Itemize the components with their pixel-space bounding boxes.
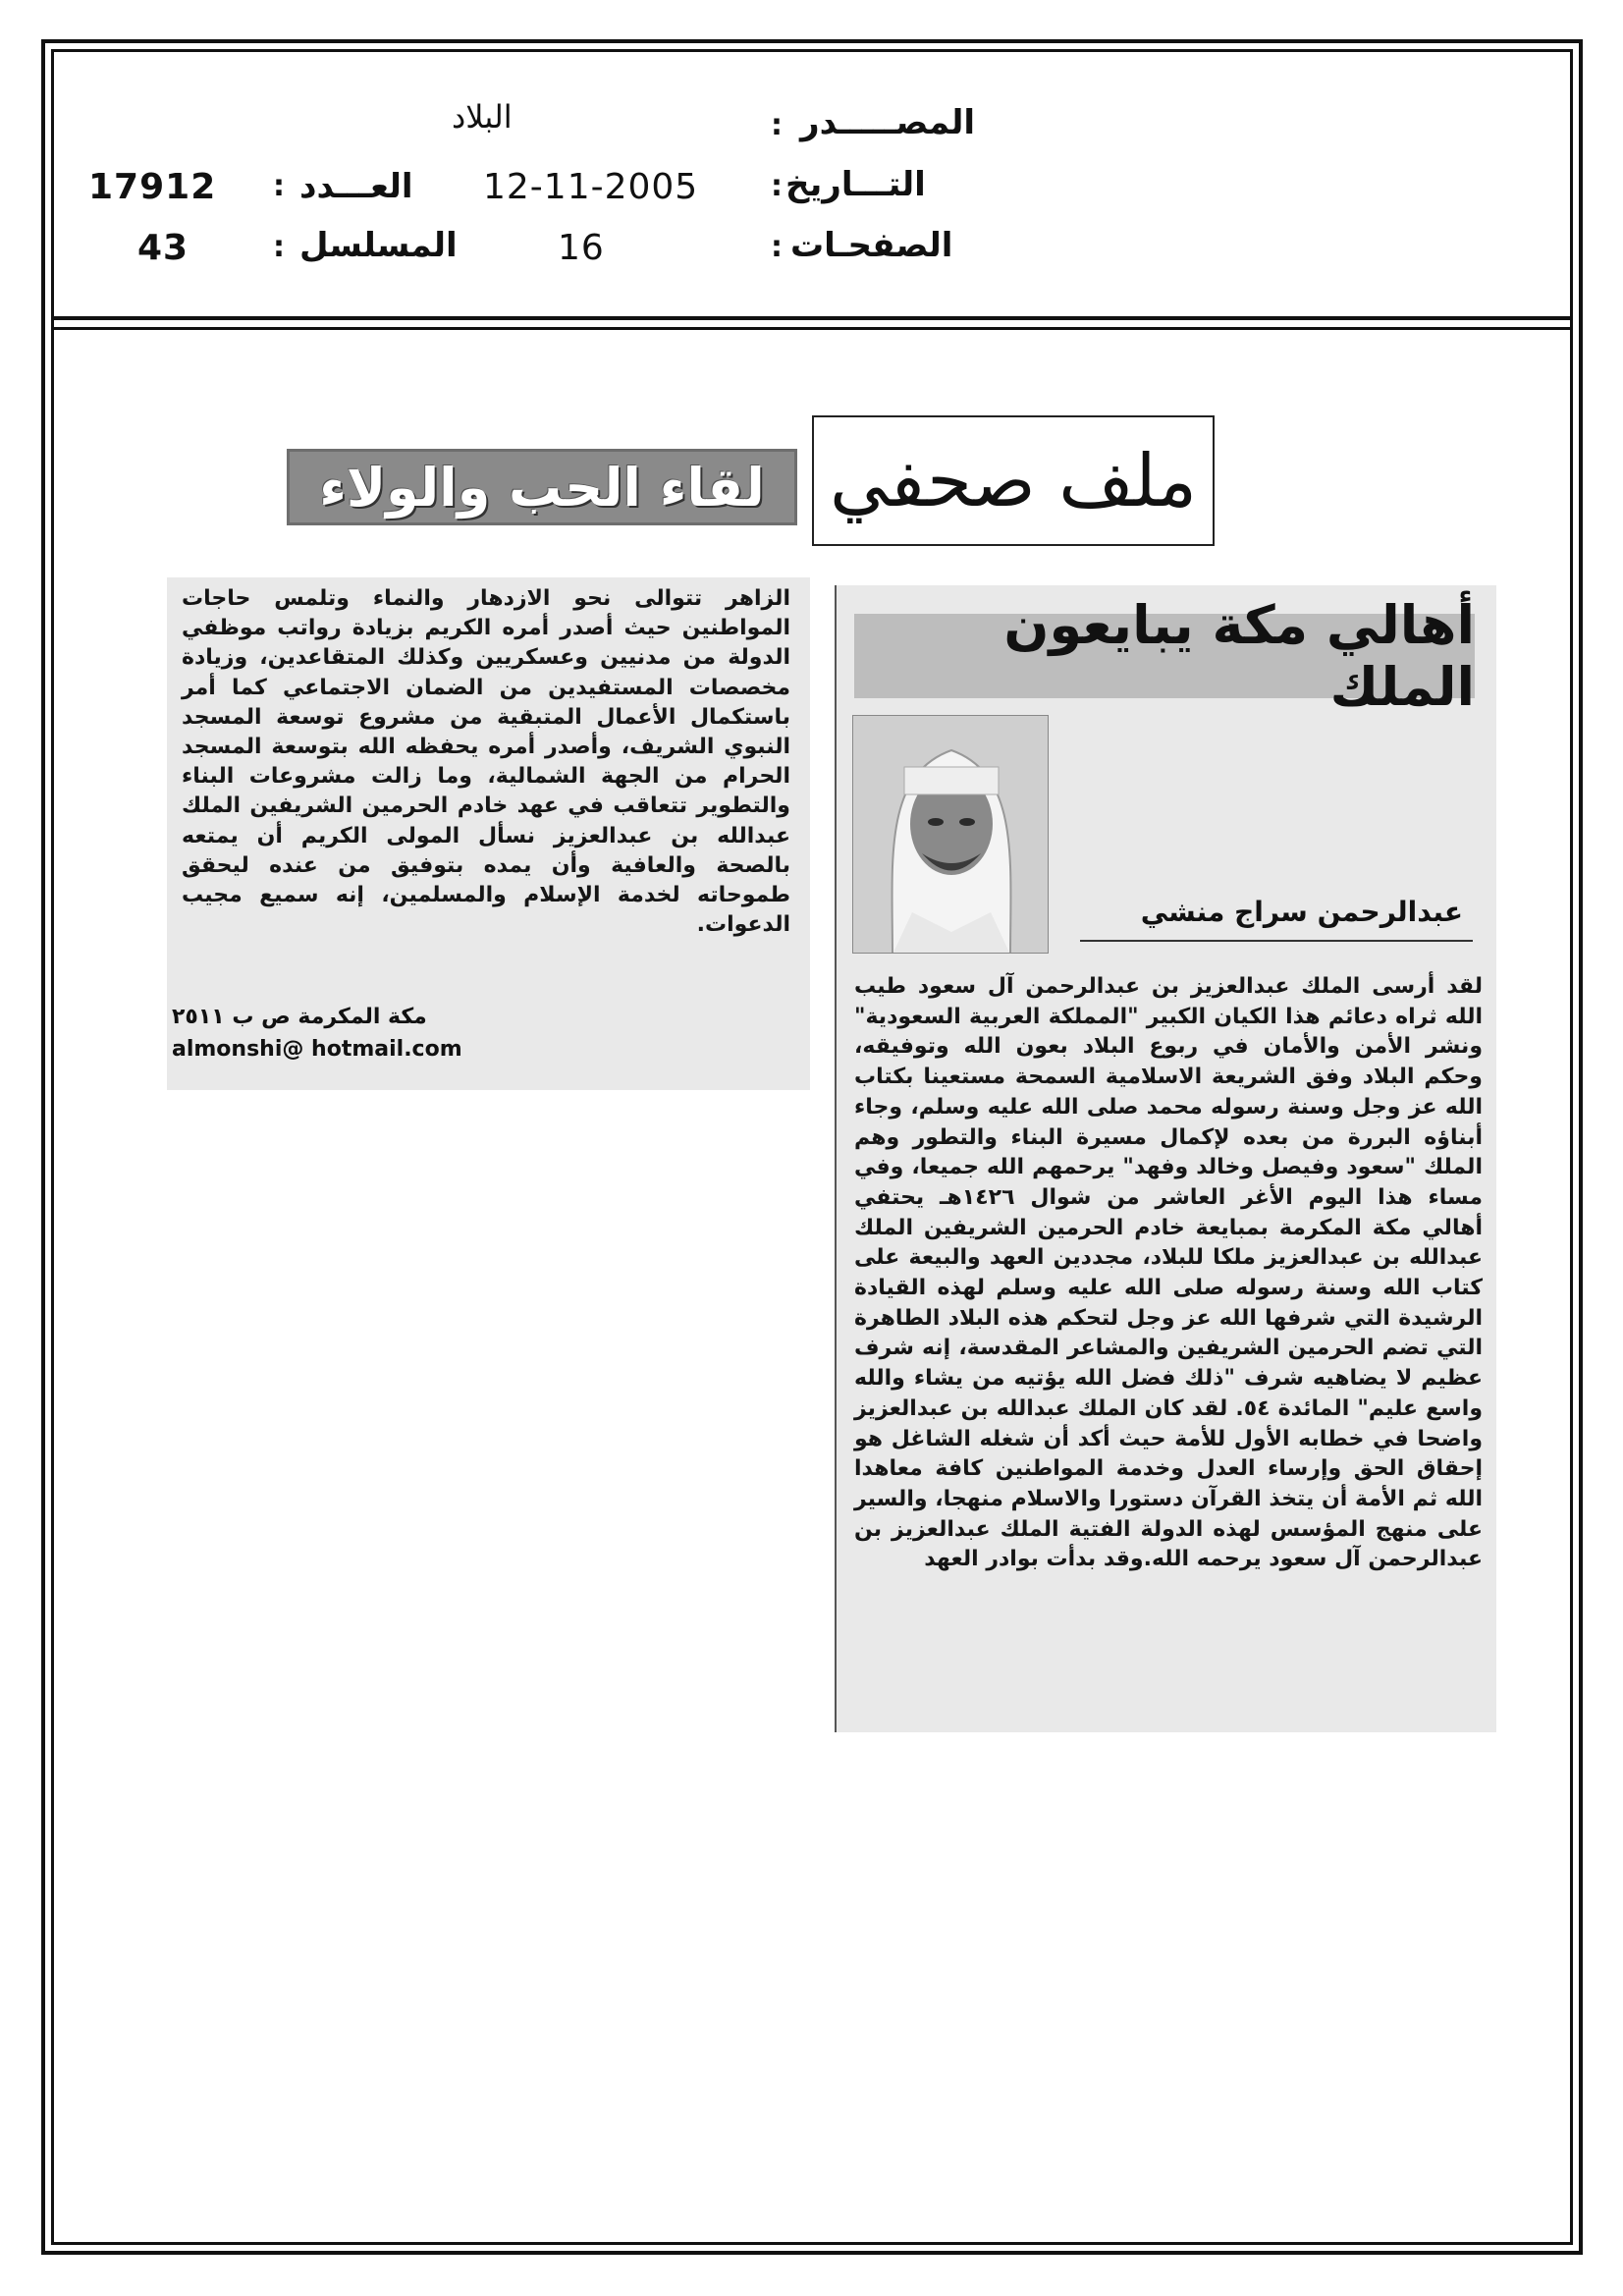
source-label: المصـــــدر (800, 103, 976, 142)
serial-value: 43 (137, 228, 189, 268)
pages-value: 16 (558, 228, 605, 268)
author-portrait-icon (852, 715, 1049, 954)
section-banner (287, 449, 797, 525)
headline-bar (854, 594, 1475, 718)
date-colon: : (771, 169, 783, 203)
banner-text: لقاء الحب والولاء (319, 456, 765, 519)
signature-city: مكة المكرمة ص ب ٢٥١١ (172, 1005, 427, 1029)
signature-email: almonshi@ hotmail.com (172, 1037, 462, 1062)
issue-label: العـــدد (299, 167, 413, 206)
author-name: عبدالرحمن سراج منشي (1140, 896, 1463, 928)
issue-colon: : (273, 169, 285, 203)
article-headline: أهالي مكة يبايعون الملك (1003, 594, 1475, 718)
header-divider-inner (51, 327, 1573, 330)
press-file-stamp (812, 415, 1215, 546)
header-divider (51, 316, 1573, 320)
article-right-column: لقد أرسى الملك عبدالعزيز بن عبدالرحمن آل سعود طيب الله ثراه دعائم هذا الكيان الكبير "المملكة العربية السعودية" ونشر الأمن والأمان في ربوع البلاد بعون الله وتوفيقه، وحكم البلاد وفق الشريعة الاسلامية السمحة مستعينا بكتاب الله عز وجل وسنة رسوله محمد صلى الله عليه وسلم، وجاء أبناؤه البررة من بعده لإكمال مسيرة البناء والتطور وهم الملك "سعود وفيصل وخالد وفهد" يرحمهم الله جميعا، وفي مساء هذا اليوم الأغر العاشر من شوال ١٤٢٦هـ يحتفي أهالي مكة المكرمة بمبايعة خادم الحرمين الشريفين الملك عبدالله بن عبدالعزيز ملكا للبلاد، مجددين العهد والبيعة على كتاب الله وسنة رسوله صلى الله عليه وسلم لهذه القيادة الرشيدة التي شرفها الله عز وجل لتحكم هذه البلاد الطاهرة التي تضم الحرمين الشريفين والمشاعر المقدسة، إنه شرف عظيم لا يضاهيه شرف "ذلك فضل الله يؤتيه من يشاء والله واسع عليم" المائدة ٥٤. لقد كان الملك عبدالله بن عبدالعزيز واضحا في خطابه الأول للأمة حيث أكد أن شغله الشاغل هو إحقاق الحق وإرساء العدل وخدمة المواطنين كافة معاهدا الله ثم الأمة أن يتخذ القرآن دستورا والاسلام منهجا، والسير على منهج المؤسس لهذه الدولة الفتية الملك عبدالعزيز بن عبدالرحمن آل سعود يرحمه الله.وقد بدأت بوادر العهد (854, 974, 1483, 1572)
stamp-text: ملف صحفي (830, 438, 1197, 523)
serial-colon: : (273, 230, 285, 264)
date-value: 12-11-2005 (483, 167, 699, 207)
author-rule (1080, 940, 1473, 942)
pages-colon: : (771, 230, 783, 264)
pages-label: الصفحـات (790, 226, 953, 265)
date-label: التـــاريخ (785, 165, 926, 204)
issue-value: 17912 (88, 167, 217, 207)
serial-label: المسلسل (299, 226, 458, 265)
source-value: البلاد (452, 98, 513, 136)
article-left-column: الزاهر تتوالى نحو الازدهار والنماء وتلمس حاجات المواطنين حيث أصدر أمره الكريم بزيادة رواتب موظفي الدولة من مدنيين وعسكريين وكذلك المتقاعدين، وزيادة مخصصات المستفيدين من الضمان الاجتماعي كما أمر باستكمال الأعمال المتبقية من مشروع توسعة المسجد النبوي الشريف، وأصدر أمره يحفظه الله بتوسعة المسجد الحرام من الجهة الشمالية، وما زالت مشروعات البناء والتطوير تتعاقب في عهد خادم الحرمين الشريفين الملك عبدالله بن عبدالعزيز نسأل المولى الكريم أن يمتعه بالصحة والعافية وأن يمده بتوفيق من عنده ليحقق طموحاته لخدمة الإسلام والمسلمين، إنه سميع مجيب الدعوات. (182, 586, 790, 938)
source-colon: : (771, 108, 783, 142)
